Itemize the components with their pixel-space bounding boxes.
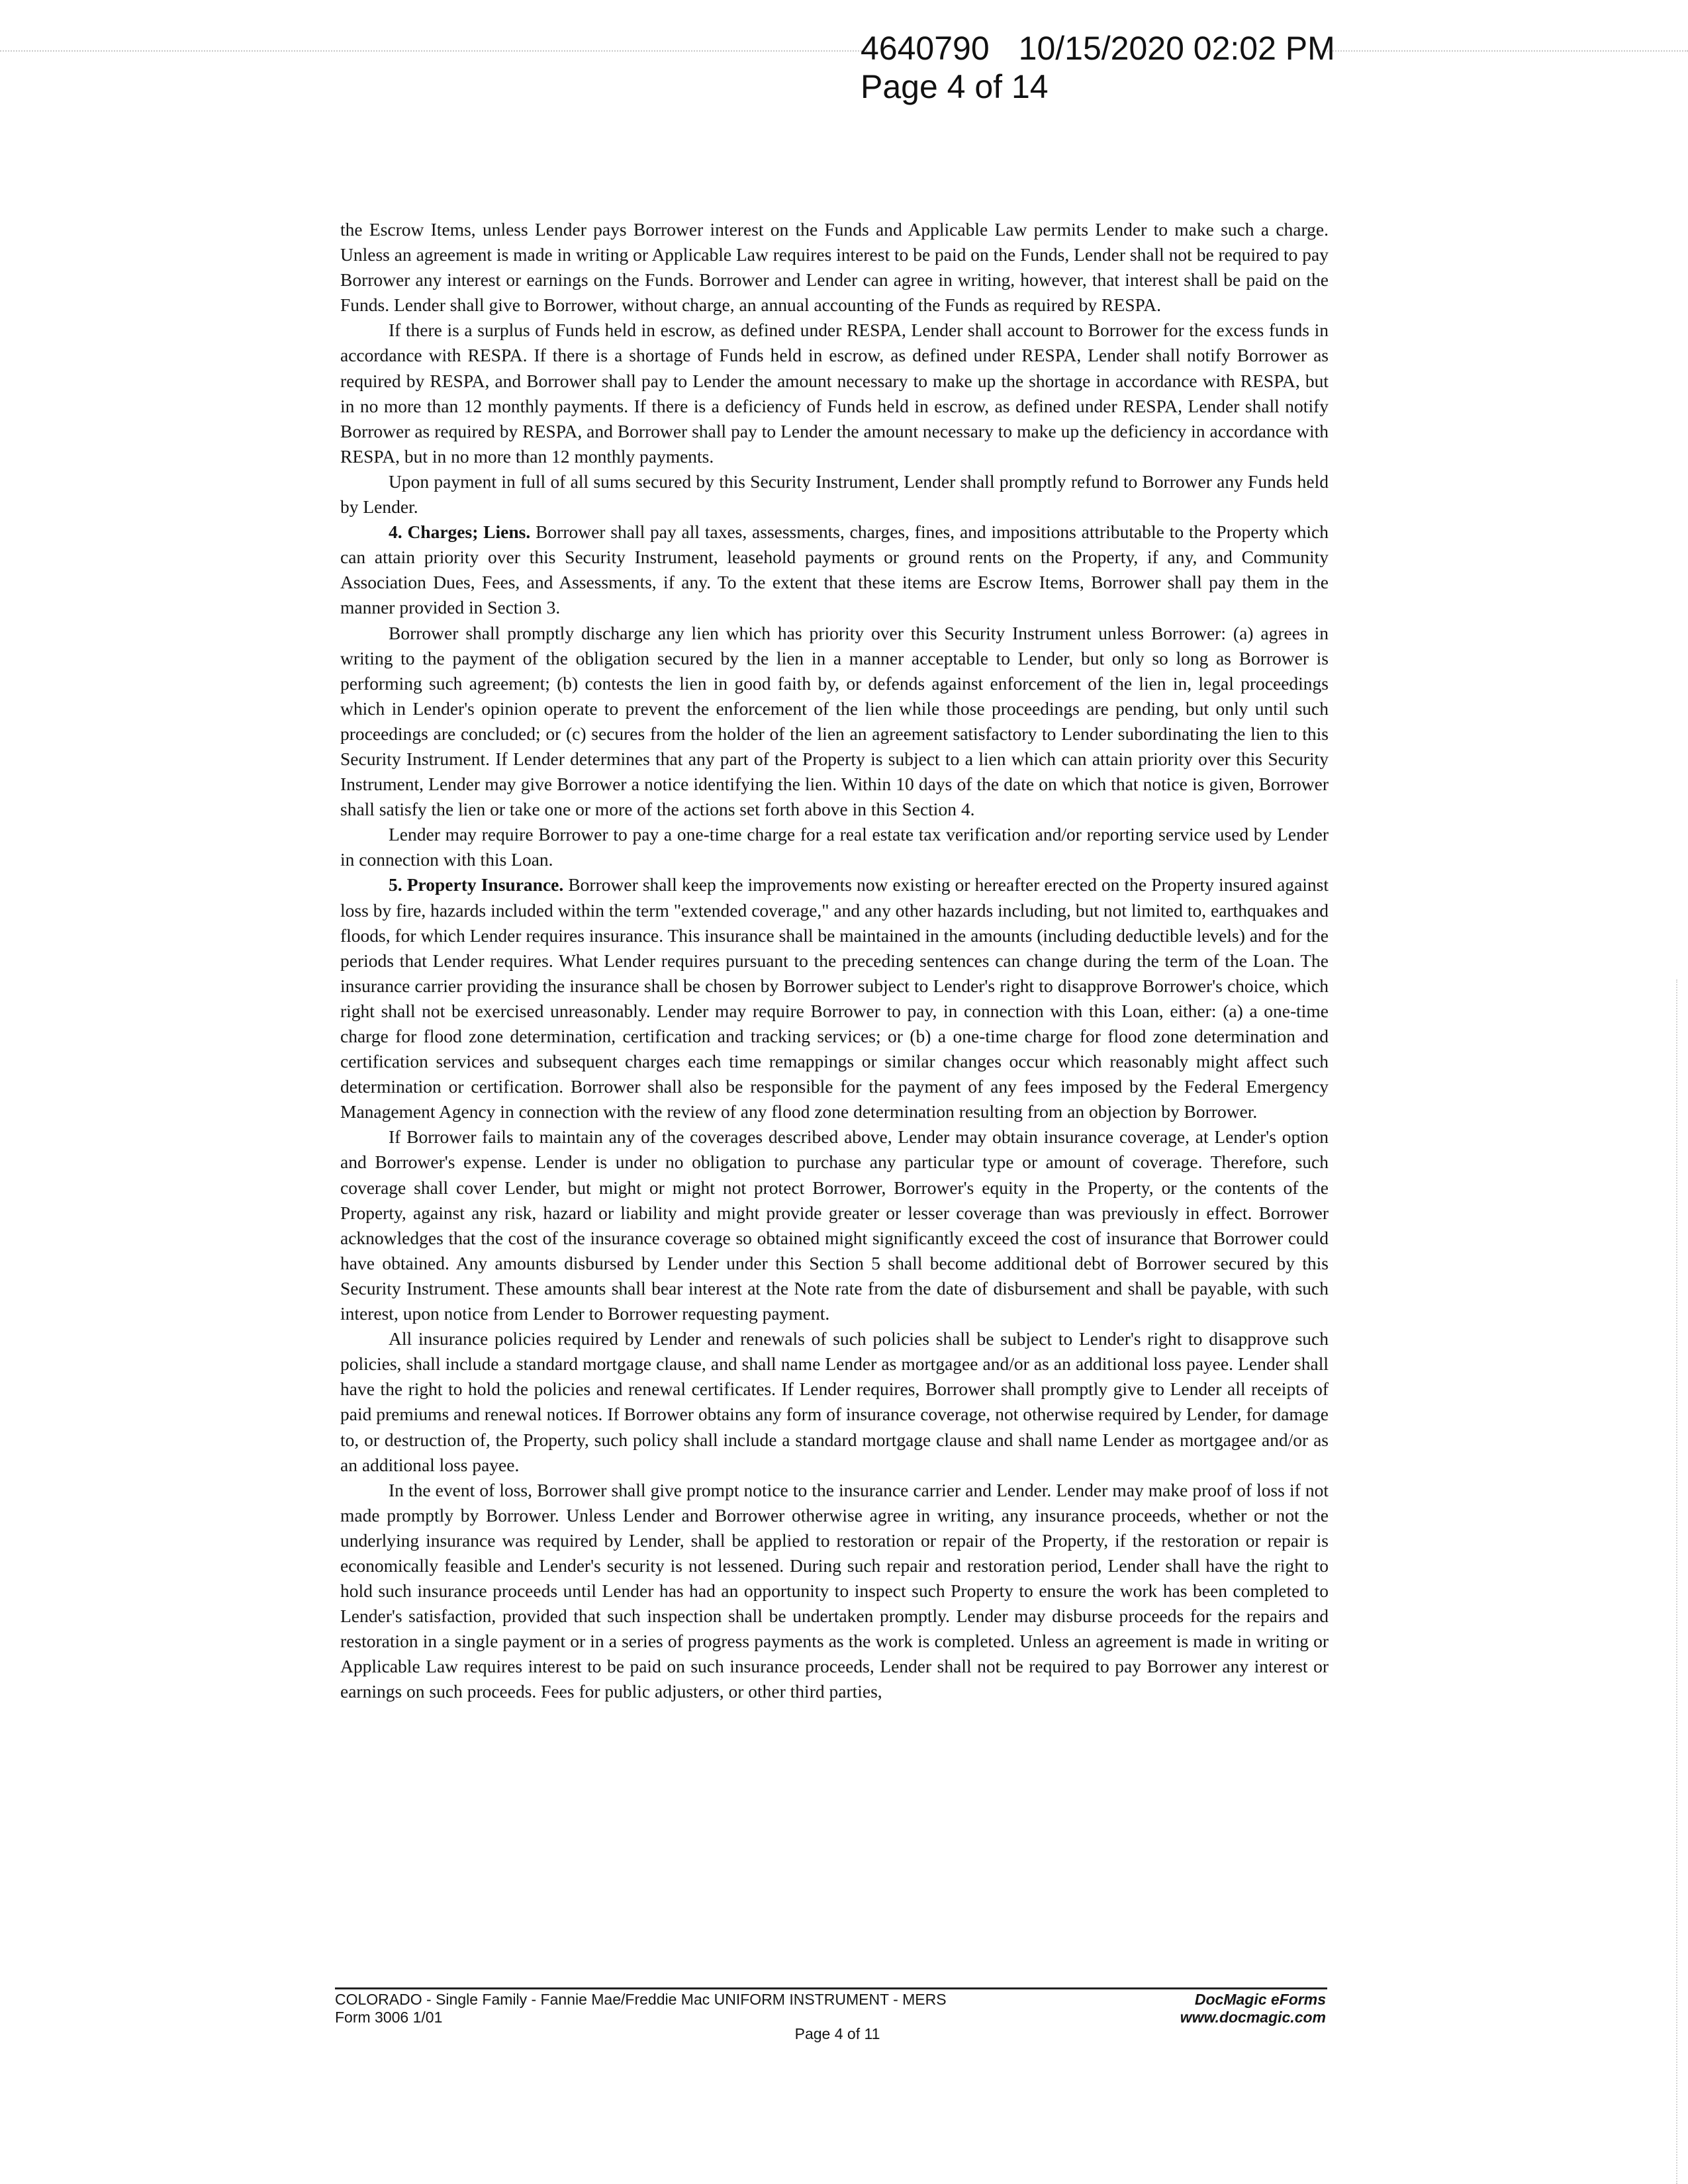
paragraph: Lender may require Borrower to pay a one-time charge for a real estate tax verification and/or reporting service used by Lender in connection with this Loan. xyxy=(340,824,1329,870)
recording-datetime: 10/15/2020 02:02 PM xyxy=(1018,30,1335,67)
paragraph: If there is a surplus of Funds held in escrow, as defined under RESPA, Lender shall account to Borrower for the excess funds in accordance with RESPA. If there is a shortage of Funds held in escrow, as defined under RESPA, Lender shall notify Borrower as required by RESPA, and Borrower shall pay to Lender the amount necessary to make up the shortage in accordance with RESPA, but in no more than 12 monthly payments. If there is a deficiency of Funds held in escrow, as defined under RESPA, Lender shall notify Borrower as required by RESPA, and Borrower shall pay to Lender the amount necessary to make up the deficiency in accordance with RESPA, but in no more than 12 monthly payments. xyxy=(340,320,1329,467)
form-number: Form 3006 1/01 xyxy=(335,2009,443,2026)
vendor-name: DocMagic eForms xyxy=(1194,1991,1326,2008)
scan-dotted-line-left xyxy=(0,50,867,52)
scan-dotted-line-right xyxy=(1317,50,1688,52)
footer-form-info xyxy=(335,1991,947,2026)
footer-rule xyxy=(335,1987,1327,1989)
footer-page-number: Page 4 of 11 xyxy=(794,2025,880,2042)
footer-vendor xyxy=(1086,1991,1326,2026)
paragraph: All insurance policies required by Lender and renewals of such policies shall be subject to Lender's right to disapprove such policies, shall include a standard mortgage clause, and shall name Lender as mortgagee and/or as an additional loss payee. Lender shall have the right to hold the policies and renewal certificates. If Lender requires, Borrower shall promptly give to Lender all receipts of paid premiums and renewal notices. If Borrower obtains any form of insurance coverage, not otherwise required by Lender, for damage to, or destruction of, the Property, such policy shall include a standard mortgage clause and shall name Lender as mortgagee and/or as an additional loss payee. xyxy=(340,1328,1329,1475)
section-4-heading: 4. Charges; Liens. xyxy=(389,522,531,543)
paragraph-text: Borrower shall pay all taxes, assessments, charges, fines, and impositions attributable to the Property which can attain priority over this Security Instrument, leasehold payments or ground rents on the Property, if any, and Community Association Dues, Fees, and Assessments, if any. To the extent that these items are Escrow Items, Borrower shall pay them in the manner provided in Section 3. xyxy=(340,522,1329,618)
paragraph: Upon payment in full of all sums secured by this Security Instrument, Lender shall promptly refund to Borrower any Funds held by Lender. xyxy=(340,471,1329,518)
vendor-url: www.docmagic.com xyxy=(1180,2009,1326,2026)
paragraph: If Borrower fails to maintain any of the coverages described above, Lender may obtain insurance coverage, at Lender's option and Borrower's expense. Lender is under no obligation to purchase any particular type or amount of coverage. Therefore, such coverage shall cover Lender, but might or might not protect Borrower, Borrower's equity in the Property, or the contents of the Property, against any risk, hazard or liability and might provide greater or lesser coverage than was previously in effect. Borrower acknowledges that the cost of the insurance coverage so obtained might significantly exceed the cost of insurance that Borrower could have obtained. Any amounts disbursed by Lender under this Section 5 shall become additional debt of Borrower secured by this Security Instrument. These amounts shall bear interest at the Note rate from the date of disbursement and shall be payable, with such interest, upon notice from Lender to Borrower requesting payment. xyxy=(340,1126,1329,1324)
document-body xyxy=(340,217,1329,1705)
recording-stamp xyxy=(861,29,1335,106)
section-4-paragraph xyxy=(340,520,1329,620)
paragraph-text: Borrower shall keep the improvements now existing or hereafter erected on the Property insured against loss by fire, hazards included within the term "extended coverage," and any other hazards including, but not limited to, earthquakes and floods, for which Lender requires insurance. This insurance shall be maintained in the amounts (including deductible levels) and for the periods that Lender requires. What Lender requires pursuant to the preceding sentences can change during the term of the Loan. The insurance carrier providing the insurance shall be chosen by Borrower subject to Lender's right to disapprove Borrower's choice, which right shall not be exercised unreasonably. Lender may require Borrower to pay, in connection with this Loan, either: (a) a one-time charge for flood zone determination, certification and tracking services; or (b) a one-time charge for flood zone determination and certification services and subsequent charges each time remappings or similar changes occur which reasonably might affect such determination or certification. Borrower shall also be responsible for the payment of any fees imposed by the Federal Emergency Management Agency in connection with the review of any flood zone determination resulting from an objection by Borrower. xyxy=(340,874,1329,1122)
paragraph: In the event of loss, Borrower shall give prompt notice to the insurance carrier and Lender. Lender may make proof of loss if not made promptly by Borrower. Unless Lender and Borrower otherwise agree in writing, any insurance proceeds, whether or not the underlying insurance was required by Lender, shall be applied to restoration or repair of the Property, if the restoration or repair is economically feasible and Lender's security is not lessened. During such repair and restoration period, Lender shall have the right to hold such insurance proceeds until Lender has had an opportunity to inspect such Property to ensure the work has been completed to Lender's satisfaction, provided that such inspection shall be undertaken promptly. Lender may disburse proceeds for the repairs and restoration in a single payment or in a series of progress payments as the work is completed. Unless an agreement is made in writing or Applicable Law requires interest to be paid on such insurance proceeds, Lender shall not be required to pay Borrower any interest or earnings on such proceeds. Fees for public adjusters, or other third parties, xyxy=(340,1479,1329,1702)
recording-page: Page 4 of 14 xyxy=(861,68,1049,105)
paragraph: the Escrow Items, unless Lender pays Borrower interest on the Funds and Applicable Law permits Lender to make such a charge. Unless an agreement is made in writing or Applicable Law requires interest to be paid on the Funds, Lender shall not be required to pay Borrower any interest or earnings on the Funds. Borrower and Lender can agree in writing, however, that interest shall be paid on the Funds. Lender shall give to Borrower, without charge, an annual accounting of the Funds as required by RESPA. xyxy=(340,219,1329,316)
doc-number: 4640790 xyxy=(861,30,990,67)
section-5-heading: 5. Property Insurance. xyxy=(389,874,564,895)
scan-edge xyxy=(1676,979,1679,2184)
form-title: COLORADO - Single Family - Fannie Mae/Freddie Mac UNIFORM INSTRUMENT - MERS xyxy=(335,1991,947,2008)
section-5-paragraph xyxy=(340,872,1329,1124)
paragraph: Borrower shall promptly discharge any lien which has priority over this Security Instrument unless Borrower: (a) agrees in writing to the payment of the obligation secured by the lien in a manner acceptable to Lender, but only so long as Borrower is performing such agreement; (b) contests the lien in good faith by, or defends against enforcement of the lien in, legal proceedings which in Lender's opinion operate to prevent the enforcement of the lien while those proceedings are pending, but only until such proceedings are concluded; or (c) secures from the holder of the lien an agreement satisfactory to Lender subordinating the lien to this Security Instrument. If Lender determines that any part of the Property is subject to a lien which can attain priority over this Security Instrument, Lender may give Borrower a notice identifying the lien. Within 10 days of the date on which that notice is given, Borrower shall satisfy the lien or take one or more of the actions set forth above in this Section 4. xyxy=(340,622,1329,820)
